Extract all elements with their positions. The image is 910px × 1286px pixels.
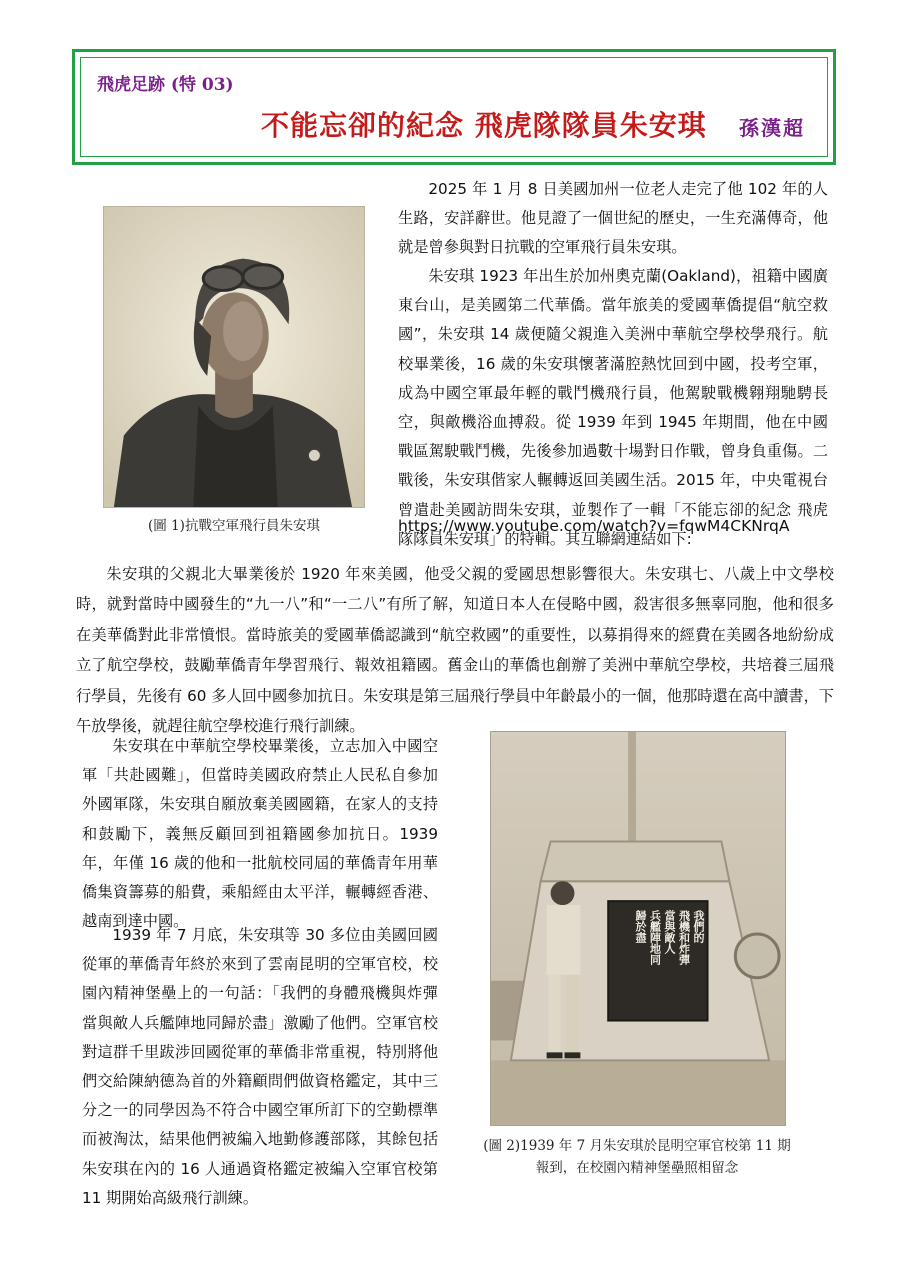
sign-column: 當與敵人 [663,910,676,954]
figure-2-caption [462,1136,812,1179]
paragraph-intro: 2025 年 1 月 8 日美國加州一位老人走完了他 102 年的人生路，安詳辭世。他見證了一個世紀的歷史，一生充滿傳奇，他就是曾參與對日抗戰的空軍飛行員朱安琪。 [398,180,828,257]
sign-column: 兵艦陣地同 [648,910,662,965]
header-frame [72,49,836,165]
monument-photo [490,731,786,1126]
sign-column: 歸於盡 [634,910,647,943]
pilot-portrait-photo [103,206,365,508]
sign-column: 飛機和炸彈 [677,910,691,965]
series-label: 飛虎足跡 (特 03) [97,75,234,95]
figure-2-caption-line-1: (圖 2)1939 年 7 月朱安琪於昆明空軍官校第 11 期 [483,1138,791,1154]
video-link[interactable]: https://www.youtube.com/watch?v=fqwM4CKNrqA [398,517,790,535]
author-name: 孫漢超 [739,116,805,140]
article-title: 不能忘卻的紀念 飛虎隊隊員朱安琪 [261,109,707,142]
monument-sign-text [616,910,704,1016]
sign-column: 我們的 [692,910,705,943]
figure-1-caption: (圖 1)抗戰空軍飛行員朱安琪 [148,518,320,534]
paragraph-joining-air-force: 朱安琪在中華航空學校畢業後，立志加入中國空軍「共赴國難」，但當時美國政府禁止人民私自參加外國軍隊，朱安琪自願放棄美國國籍，在家人的支持和鼓勵下，義無反顧回到祖籍國參加抗日。1939 年，年僅 16 歲的他和一批航校同屆的華僑青年用華僑集資籌募的船費，乘船經由太平洋，輾轉經香港、越南到達中國。 [82,737,438,931]
paragraph-father-influence: 朱安琪的父親北大畢業後於 1920 年來美國，他受父親的愛國思想影響很大。朱安琪七、八歲上中文學校時，就對當時中國發生的“九一八”和“一二八”有所了解，知道日本人在侵略中國，殺害很多無辜同胞，他和很多在美華僑對此非常憤恨。當時旅美的愛國華僑認識到“航空救國”的重要性，以募捐得來的經費在美國各地紛紛成立了航空學校，鼓勵華僑青年學習飛行、報效祖籍國。舊金山的華僑也創辦了美洲中華航空學校，共培養三屆飛行學員，先後有 60 多人回中國參加抗日。朱安琪是第三屆飛行學員中年齡最小的一個，他那時還在高中讀書，下午放學後，就趕往航空學校進行飛行訓練。 [76,565,834,736]
figure-2-caption-line-2: 報到，在校園內精神堡壘照相留念 [535,1159,739,1176]
paragraph-biography: 朱安琪 1923 年出生於加州奧克蘭(Oakland)，祖籍中國廣東台山，是美國第二代華僑。當年旅美的愛國華僑提倡“航空救國”，朱安琪 14 歲便隨父親進入美洲中華航空學校學飛行。航校畢業後，16 歲的朱安琪懷著滿腔熱忱回到中國，投考空軍，成為中國空軍最年輕的戰鬥機飛行員，他駕駛戰機翱翔馳騁長空，與敵機浴血搏殺。從 1939 年到 1945 年期間，他在中國戰區駕駛戰鬥機，先後參加過數十場對日作戰，曾身負重傷。二戰後，朱安琪偕家人輾轉返回美國生活。2015 年，中央電視台曾遣赴美國訪問朱安琪，並製作了一輯「不能忘卻的紀念 飛虎隊隊員朱安琪」的特輯。其互聯網連結如下: [398,267,828,548]
header-inner-frame [80,57,828,157]
paragraph-kunming-academy: 1939 年 7 月底，朱安琪等 30 多位由美國回國從軍的華僑青年終於來到了雲南昆明的空軍官校，校園內精神堡壘上的一句話：「我們的身體飛機與炸彈當與敵人兵艦陣地同歸於盡」激勵了他們。空軍官校對這群千里跋涉回國從軍的華僑非常重視，特別將他們交給陳納德為首的外籍顧問們做資格鑑定，其中三分之一的同學因為不符合中國空軍所訂下的空勤標準而被淘汰，結果他們被編入地勤修護部隊，其餘包括朱安琪在內的 16 人通過資格鑑定被編入空軍官校第 11 期開始高級飛行訓練。 [82,926,438,1207]
